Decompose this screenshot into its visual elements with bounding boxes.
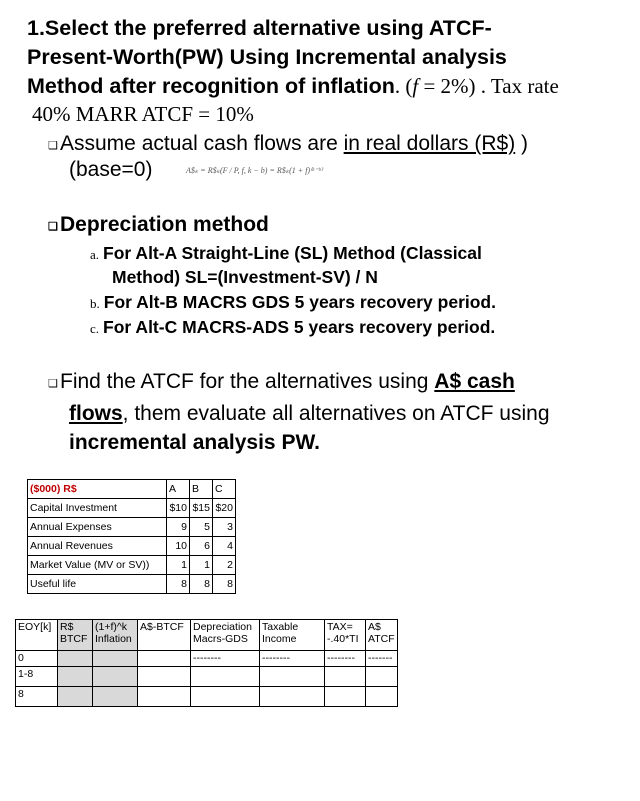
cell-b: 1 xyxy=(190,556,213,575)
dash-cell: -------- xyxy=(260,651,325,667)
empty-cell xyxy=(93,667,138,687)
empty-cell xyxy=(191,667,260,687)
eoy-cell: 0 xyxy=(16,651,58,667)
heading-line-3 xyxy=(27,72,559,101)
header-tax: TAX= -.40*TI xyxy=(325,620,366,651)
dash-cell: -------- xyxy=(325,651,366,667)
cell-c: 2 xyxy=(213,556,236,575)
cell-b: $15 xyxy=(190,499,213,518)
table-header-label: ($000) R$ xyxy=(28,480,167,499)
dep-item-c: c. For Alt-C MACRS-ADS 5 years recovery period. xyxy=(90,317,496,337)
row-label: Annual Revenues xyxy=(28,537,167,556)
heading-line-3-bold: Method after recognition of inflation xyxy=(27,74,395,98)
empty-cell xyxy=(366,667,398,687)
table-row xyxy=(16,651,398,667)
base-line: (base=0) xyxy=(69,158,153,181)
heading-line-2: Present-Worth(PW) Using Incremental analysis xyxy=(27,45,507,69)
table-row xyxy=(28,575,236,594)
assume-prefix: Assume actual cash flows are xyxy=(60,132,344,155)
empty-cell xyxy=(93,687,138,707)
empty-cell xyxy=(260,687,325,707)
inflation-symbol: f xyxy=(412,74,419,98)
heading-line-3-open: . ( xyxy=(394,74,413,98)
row-label: Useful life xyxy=(28,575,167,594)
inflation-formula: A$ₖ = R$ₖ(F / P, f, k − b) = R$ₖ(1 + f)⁽ᵏ⁻ᵇ⁾ xyxy=(186,166,323,175)
empty-cell xyxy=(325,667,366,687)
empty-cell xyxy=(138,667,191,687)
inflation-value: = 2%) . xyxy=(418,74,487,98)
empty-cell xyxy=(138,651,191,667)
header-as-btcf: A$-BTCF xyxy=(138,620,191,651)
empty-cell xyxy=(325,687,366,707)
header-as-atcf: A$ ATCF xyxy=(366,620,398,651)
cell-c: 4 xyxy=(213,537,236,556)
table-row xyxy=(28,499,236,518)
dep-item-a-line-2: Method) SL=(Investment-SV) / N xyxy=(112,267,378,287)
cell-b: 5 xyxy=(190,518,213,537)
dep-item-a: a. For Alt-A Straight-Line (SL) Method (Classical xyxy=(90,243,482,263)
header-inflation: (1+f)^k Inflation xyxy=(93,620,138,651)
depreciation-title: ❑ Depreciation method xyxy=(48,213,269,236)
cell-a: 8 xyxy=(167,575,190,594)
cell-c: $20 xyxy=(213,499,236,518)
find-line-2: flows, them evaluate all alternatives on ATCF using xyxy=(69,402,550,425)
row-label: Annual Expenses xyxy=(28,518,167,537)
header-taxable-income: Taxable Income xyxy=(260,620,325,651)
empty-cell xyxy=(58,687,93,707)
cell-b: 6 xyxy=(190,537,213,556)
header-rs-btcf: R$ BTCF xyxy=(58,620,93,651)
table-header-row xyxy=(16,620,398,651)
header-eoy: EOY[k] xyxy=(16,620,58,651)
dash-cell: -------- xyxy=(191,651,260,667)
empty-cell xyxy=(58,667,93,687)
assume-suffix: ) xyxy=(515,132,529,155)
table-row xyxy=(28,480,236,499)
find-underline-2: flows xyxy=(69,402,123,425)
table-header-c: C xyxy=(213,480,236,499)
marr-line: 40% MARR ATCF = 10% xyxy=(32,102,254,126)
table-header-a: A xyxy=(167,480,190,499)
find-line-3: incremental analysis PW. xyxy=(69,431,320,454)
assume-underlined: in real dollars (R$) xyxy=(343,132,516,155)
empty-cell xyxy=(93,651,138,667)
square-bullet-icon: ❑ xyxy=(48,378,58,390)
dep-item-b: b. For Alt-B MACRS GDS 5 years recovery period. xyxy=(90,292,496,312)
find-line-1: ❑ Find the ATCF for the alternatives using A$ cash xyxy=(48,367,550,399)
depreciation-section xyxy=(48,213,269,237)
table-row xyxy=(28,518,236,537)
table-row xyxy=(28,556,236,575)
cell-c: 3 xyxy=(213,518,236,537)
cell-c: 8 xyxy=(213,575,236,594)
cell-a: 1 xyxy=(167,556,190,575)
find-underline-1: A$ cash xyxy=(434,370,515,393)
assume-line xyxy=(48,132,528,156)
table-header-b: B xyxy=(190,480,213,499)
empty-cell xyxy=(138,687,191,707)
atcf-worksheet-table xyxy=(15,619,398,707)
heading xyxy=(27,14,559,101)
table-row xyxy=(28,537,236,556)
cell-a: $10 xyxy=(167,499,190,518)
cell-b: 8 xyxy=(190,575,213,594)
table-row xyxy=(16,687,398,707)
eoy-cell: 1-8 xyxy=(16,667,58,687)
find-section xyxy=(48,367,550,457)
empty-cell xyxy=(366,687,398,707)
cell-a: 9 xyxy=(167,518,190,537)
eoy-cell: 8 xyxy=(16,687,58,707)
empty-cell xyxy=(191,687,260,707)
table-row xyxy=(16,667,398,687)
input-data-table xyxy=(27,479,236,594)
tax-rate-label: Tax rate xyxy=(486,74,559,98)
empty-cell xyxy=(58,651,93,667)
empty-cell xyxy=(260,667,325,687)
heading-line-1: 1.Select the preferred alternative using ATCF- xyxy=(27,16,492,40)
row-label: Capital Investment xyxy=(28,499,167,518)
square-bullet-icon: ❑ xyxy=(48,221,58,233)
square-bullet-icon: ❑ xyxy=(48,140,58,152)
dash-cell: ------- xyxy=(366,651,398,667)
row-label: Market Value (MV or SV)) xyxy=(28,556,167,575)
cell-a: 10 xyxy=(167,537,190,556)
header-depreciation: Depreciation Macrs-GDS xyxy=(191,620,260,651)
